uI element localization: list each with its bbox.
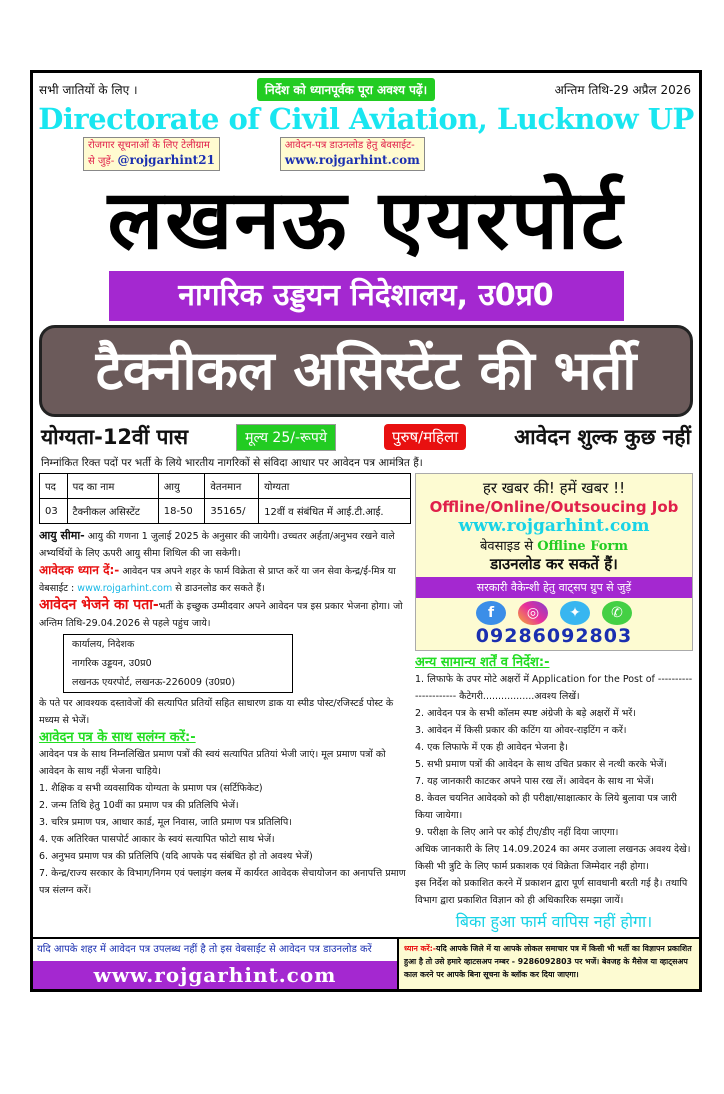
instruction-badge: निर्देश को ध्यानपूर्वक पूरा अवश्य पढ़ें।	[257, 78, 435, 101]
org-english-title: Directorate of Civil Aviation, Lucknow UP	[38, 102, 694, 136]
list-item: 4. एक लिफाफे में एक ही आवेदन भेजना है।	[415, 742, 568, 753]
list-item: 7. केन्द्र/राज्य सरकार के विभाग/निगम एवं फ्लाइंग क्लब में कार्यरत आवेदक सेचायोजन का अनापत्ति प्रमाण पत्र संलग्न करें।	[39, 868, 406, 896]
telegram-handle[interactable]: @rojgarhint21	[117, 153, 215, 167]
fee-text: आवेदन शुल्क कुछ नहीं	[514, 425, 691, 449]
footer-url[interactable]: www.rojgarhint.com	[33, 961, 397, 989]
list-item: 3. चरित्र प्रमाण पत्र, आधार कार्ड, मूल निवास, जाति प्रमाण पत्र प्रतिलिपि।	[39, 817, 292, 828]
last-date: अन्तिम तिथि-29 अप्रैल 2026	[554, 83, 691, 97]
conditions-heading: अन्य सामान्य शर्तें व निर्देश:-	[415, 655, 550, 670]
table-header: योग्यता	[259, 474, 411, 499]
subtitle-band: नागरिक उड्डयन निदेशालय, उ0प्र0	[109, 271, 624, 321]
promo-line-4b: Offline Form	[537, 539, 629, 554]
list-item: 1. लिफाफे के उपर मोटे अक्षरों में Application for the Post of ---------------------- कैटेगरी.................अवश्य लिखें।	[415, 674, 693, 702]
table-row	[40, 499, 411, 524]
instagram-icon[interactable]: ◎	[518, 601, 548, 625]
promo-line-2: Offline/Online/Outsoucing Job	[429, 498, 679, 516]
left-text	[39, 524, 411, 899]
table-cell: 12वीं व संबंधित में आई.टी.आई.	[259, 499, 411, 524]
table-header: आयु	[158, 474, 205, 499]
footer-note	[399, 939, 699, 989]
intro-text: निम्नांकित रिक्त पदों पर भर्ती के लिये भारतीय नागरिकों से संविदा आधार पर आवेदन पत्र आमंत्रित हैं।	[41, 457, 423, 469]
recruitment-banner: टैक्नीकल असिस्टेंट की भर्ती	[39, 325, 693, 417]
gender-badge: पुरुष/महिला	[384, 424, 466, 450]
list-item: किसी भी त्रुटि के लिए फार्म प्रकाशक एवं विक्रेता जिम्मेदार नही होगा।	[415, 861, 649, 872]
top-row	[33, 73, 699, 101]
price-badge: मूल्य 25/-रूपये	[236, 424, 336, 451]
promo-line-5: डाउनलोड कर सकतें हैं।	[490, 555, 618, 573]
whatsapp-icon[interactable]: ✆	[602, 601, 632, 625]
table-header: पद का नाम	[67, 474, 158, 499]
table-cell: 18-50	[158, 499, 205, 524]
no-return-notice: बिका हुआ फार्म वापिस नहीं होगा।	[455, 912, 653, 931]
attention-text: आवेदन पत्र अपने शहर के फार्म विक्रेता से प्राप्त करें या जन सेवा केन्द्र/ई-मित्र या वेबसाईट :	[39, 566, 396, 594]
posts-table	[39, 473, 411, 524]
list-item: 4. एक अतिरिक्त पासपोर्ट आकार के स्वयं सत्यापित फोटो साथ भेजें।	[39, 834, 275, 845]
list-item: 1. शैक्षिक व सभी व्यवसायिक योग्यता के प्रमाण पत्र (सर्टिफिकेट)	[39, 783, 263, 794]
whatsapp-group-banner: सरकारी वैकेन्शी हेतु वाट्सप ग्रुप से जुड़ें	[416, 577, 692, 598]
table-header: पद	[40, 474, 68, 499]
recruitment-poster	[30, 70, 702, 992]
twitter-icon[interactable]: ✦	[560, 601, 590, 625]
list-item: 9. परीक्षा के लिए आने पर कोई टीए/डीए नहीं दिया जाएगा।	[415, 827, 619, 838]
attention-heading: आवेदक ध्यान दें:-	[39, 563, 120, 577]
address-line: कार्यालय, निदेशक	[72, 639, 135, 650]
list-item: 7. यह जानकारी काटकर अपने पास रख लें। आवेदन के साथ ना भेजें।	[415, 776, 654, 787]
website-link[interactable]: www.rojgarhint.com	[284, 153, 420, 167]
main-title: लखनऊ एयरपोर्ट	[107, 173, 625, 268]
attach-heading: आवेदन पत्र के साथ सलंग्न करें:-	[39, 730, 196, 745]
address-heading: आवेदन भेजने का पता-	[39, 597, 159, 613]
attention-tail: से डाउनलोड कर सकते हैं।	[175, 583, 265, 594]
table-cell: 35165/	[205, 499, 259, 524]
table-header: वेतनमान	[205, 474, 259, 499]
right-column	[415, 473, 693, 937]
footer-download-text: यदि आपके शहर में आवेदन पत्र उपलब्ध नहीं है तो इस वेबसाईट से आवेदन पत्र डाउनलोड करें	[37, 944, 372, 955]
conditions-list	[415, 651, 693, 933]
list-item: 3. आवेदन में किसी प्रकार की कटिंग या ओवर-राइटिंग न करें।	[415, 725, 627, 736]
promo-box	[415, 473, 693, 651]
list-item: इस निर्देश को प्रकाशित करने में प्रकाशन द्वारा पूर्ण सावधानी बरती गई है। तथापि विभाग द्वारा प्रकाशित विज्ञान को ही अधिकारिक समझा जायें।	[415, 878, 688, 906]
list-item: 8. केवल चयनित आवेदको को ही परीक्षा/साक्षात्कार के लिये बुलावा पत्र जारी किया जायेगा।	[415, 793, 677, 821]
address-after: के पते पर आवश्यक दस्तावेजों की सत्यापित प्रतियों सहित साधारण डाक या स्पीड पोस्ट/रजिस्टर्ड पोस्ट के मध्यम से भेजें।	[39, 698, 394, 726]
footer-note-text: यदि आपके जिले में या आपके लोकल समाचार पत्र में किसी भी भर्ती का विज्ञापन प्रकाशित हुआ है तो उसे हमारे व्हाटसअप नम्बर - 9286092803 पर भजें। बेवजह के मैसेज या व्हाट्सअप काल करने पर आपके बिना सूचना के ब्लॉक कर दिया जाएगा।	[404, 944, 692, 979]
address-box	[63, 634, 293, 693]
phone-number: 09286092803	[475, 625, 633, 647]
website-label: आवेदन-पत्र डाउनलोड हेतु बेवसाईट-	[284, 140, 415, 151]
website-box	[280, 137, 425, 171]
telegram-box	[83, 137, 220, 171]
address-text: भर्ती के इच्छुक उम्मीदवार अपने आवेदन पत्र इस प्रकार भेजना होगा। जो अन्तिम तिथि-29.04.2026 से पहले पहुंच जाये।	[39, 601, 403, 629]
table-header-row	[40, 474, 411, 499]
attention-link[interactable]: www.rojgarhint.com	[77, 583, 173, 594]
footer-download	[33, 939, 399, 989]
qualification: योग्यता-12वीं पास	[41, 425, 189, 449]
promo-line-4a: बेवसाइड से	[479, 539, 534, 554]
address-line: लखनऊ एयरपोर्ट, लखनऊ-226009 (उ0प्र0)	[72, 677, 236, 688]
list-item: 2. जन्म तिथि हेतु 10वीं का प्रमाण पत्र की प्रतिलिपि भेजें।	[39, 800, 239, 811]
content-columns	[33, 473, 699, 937]
facebook-icon[interactable]: f	[476, 601, 506, 625]
list-item: 2. आवेदन पत्र के सभी कॉलम स्पष्ट अंग्रेजी के बड़े अक्षरों में भरें।	[415, 708, 636, 719]
telegram-label-2: से जुड़ें-	[88, 156, 115, 167]
list-item: अधिक जानकारी के लिए 14.09.2024 का अमर उजाला लखनऊ अवश्य देखे।	[415, 844, 691, 855]
footer-note-heading: ध्यान करें:-	[404, 944, 437, 953]
promo-url[interactable]: www.rojgarhint.com	[458, 516, 650, 536]
age-limit-text: आयु की गणना 1 जुलाई 2025 के अनुसार की जायेगी। उच्चतर अर्हता/अनुभव रखने वाले अभ्यर्थियों के लिए ऊपरी आयु सीमा शिथिल की जा सकेगी।	[39, 531, 395, 559]
attach-intro: आवेदन पत्र के साथ निम्नलिखित प्रमाण पत्रों की स्वयं सत्यापित प्रतियां भेजी जाएं। मूल प्रमाण पत्रों को आवेदन के साथ नहीं भेजना चाहिये।	[39, 749, 386, 777]
promo-line-1: हर खबर की! हमें खबर !!	[482, 479, 626, 497]
telegram-label: रोजगार सूचनाओं के लिए टेलीग्राम	[88, 140, 210, 151]
address-line: नागरिक उड्डयन, उ0प्र0	[72, 658, 152, 669]
summary-row	[33, 417, 699, 451]
table-cell: 03	[40, 499, 68, 524]
list-item: 6. अनुभव प्रमाण पत्र की प्रतिलिपि (यदि आपके पद संबंधित हो तो अवश्य भेजें)	[39, 851, 313, 862]
left-column	[39, 473, 411, 899]
footer	[33, 937, 699, 989]
age-limit-heading: आयु सीमा-	[39, 529, 85, 542]
list-item: 5. सभी प्रमाण पत्रों की आवेदन के साथ उचित प्रकार से नत्थी करके भेजें।	[415, 759, 668, 770]
table-cell: टैक्नीकल असिस्टेंट	[67, 499, 158, 524]
for-all-castes: सभी जातियों के लिए ।	[39, 83, 138, 97]
link-boxes	[33, 137, 699, 171]
